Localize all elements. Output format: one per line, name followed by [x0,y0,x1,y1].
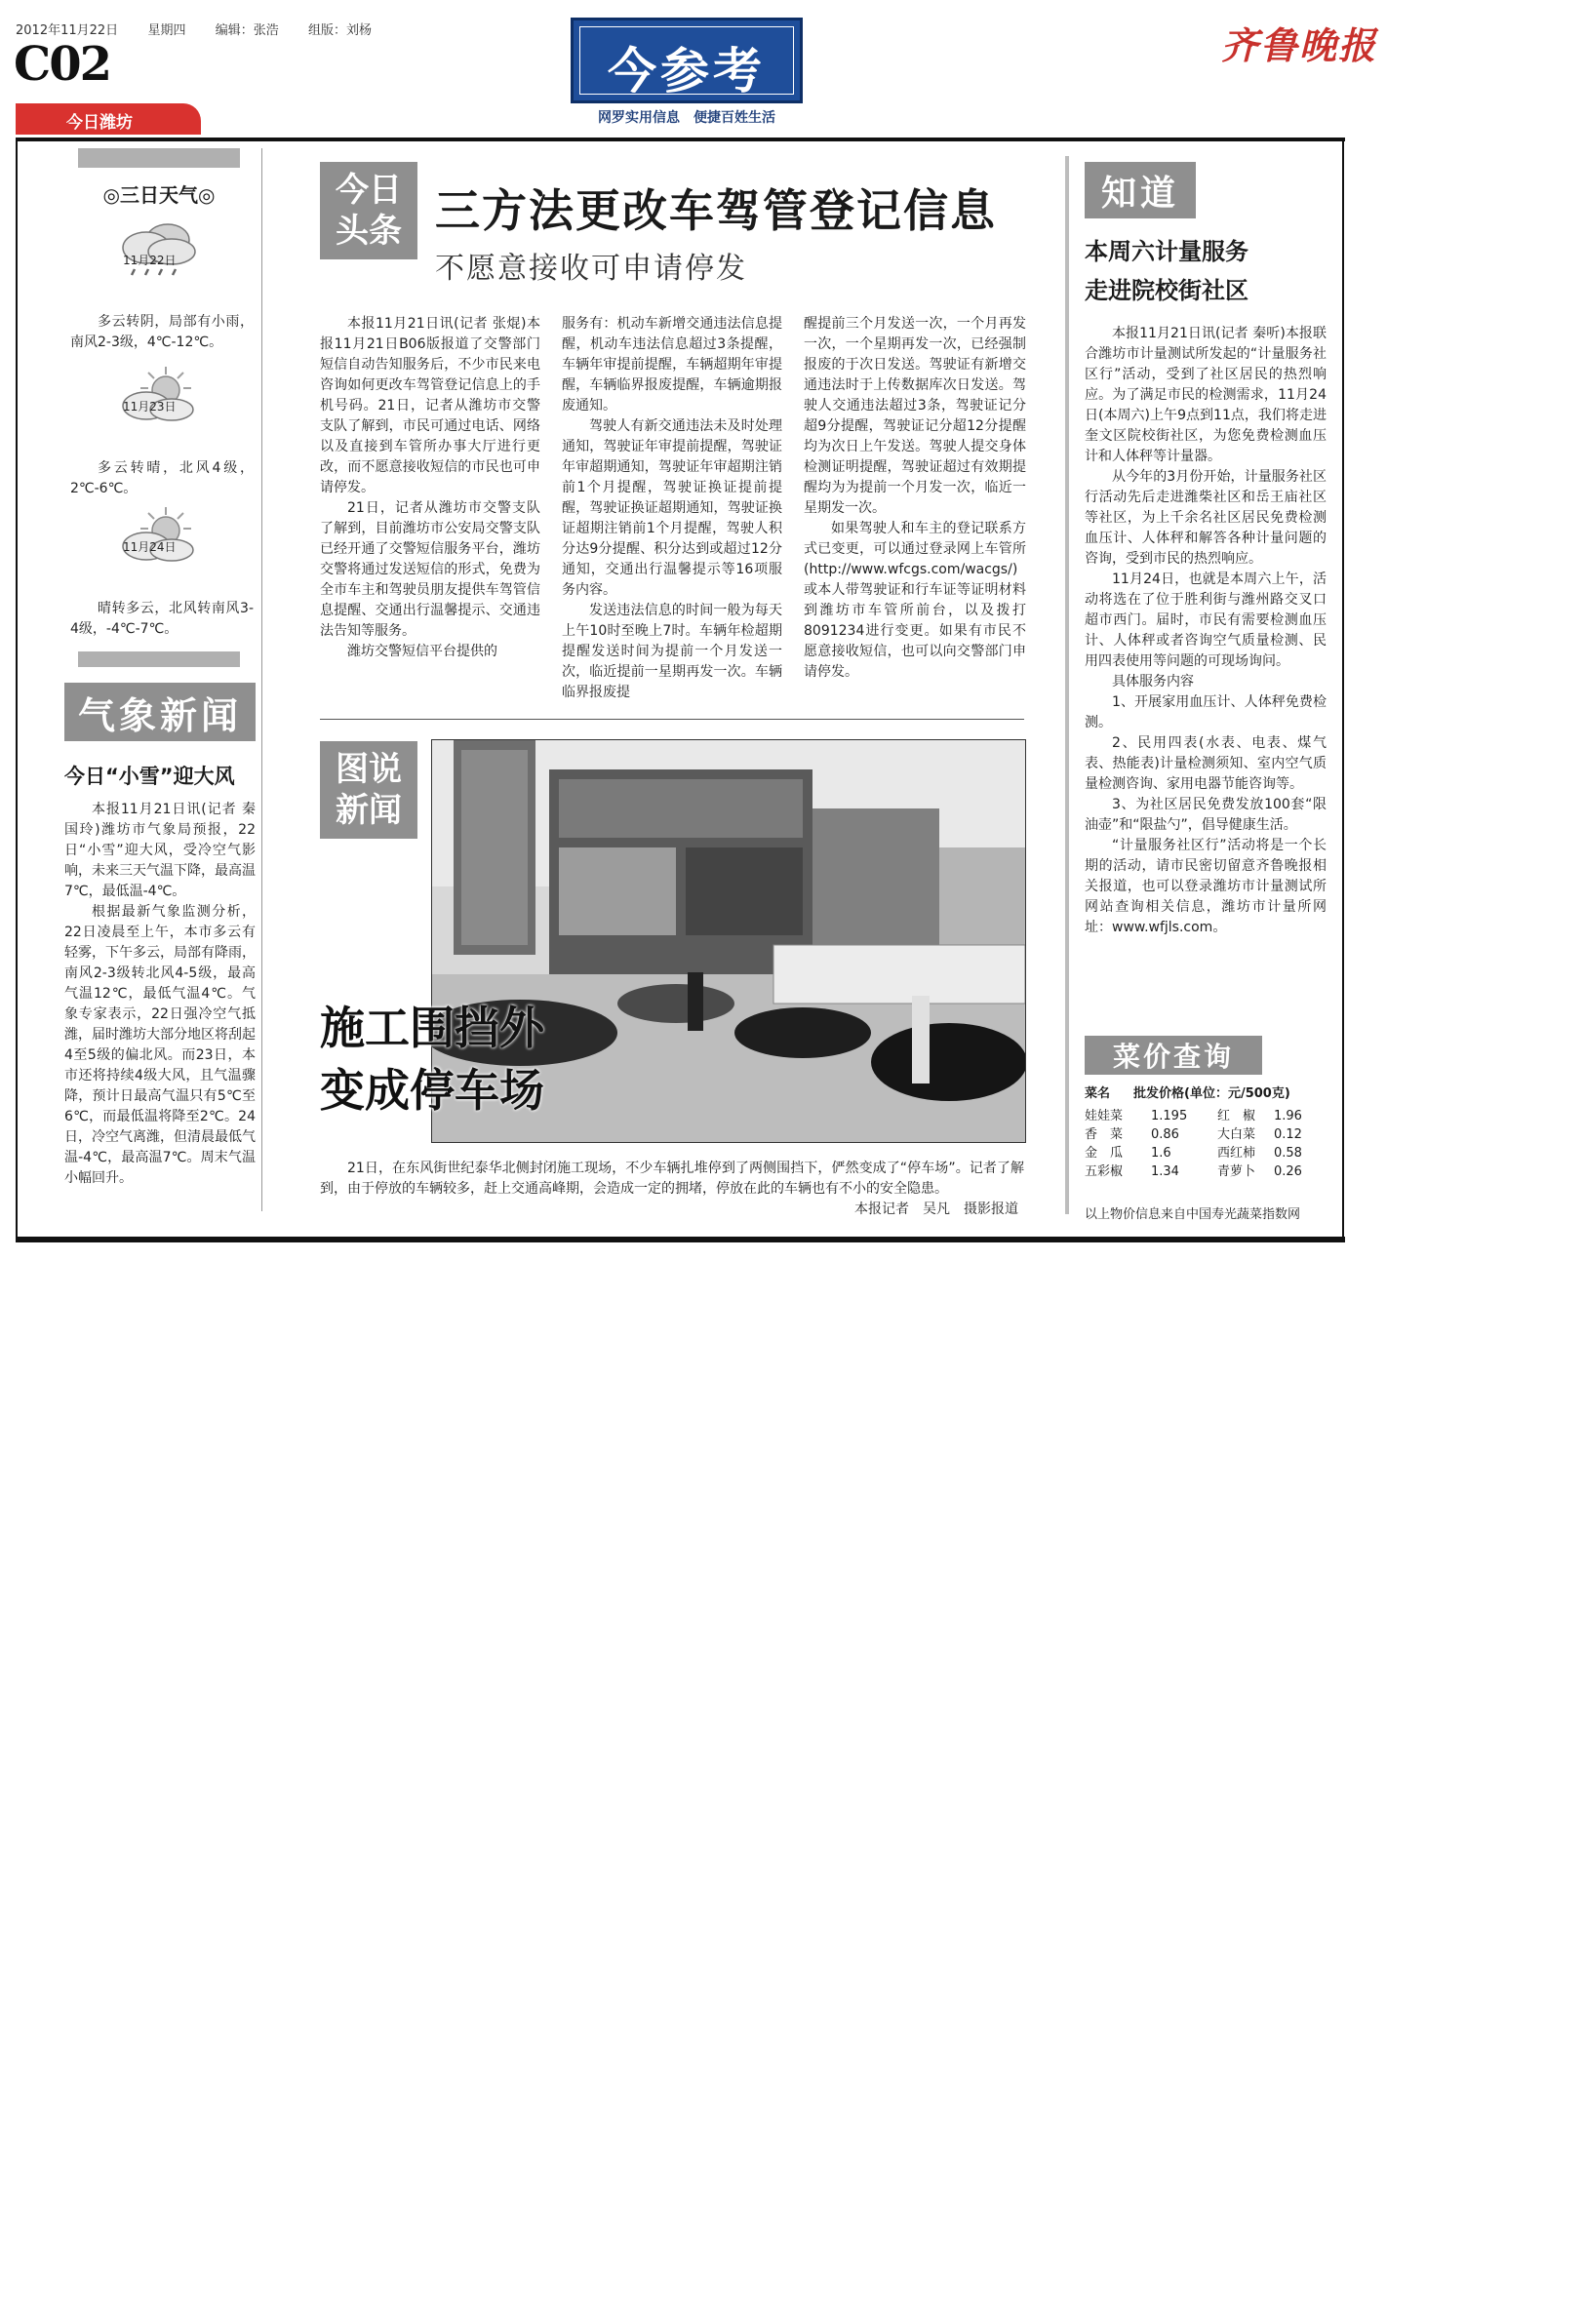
section-tab-label: 今日潍坊 [66,113,133,133]
knowledge-closing: “计量服务社区行”活动将是一个长期的活动，请市民密切留意齐鲁晚报相关报道，也可以登录潍坊市计量测试所网站查询相关信息，潍坊市计量所网址：www.wfjls.com。 [1085,838,1327,935]
weather-day-1-date: 11月22日 [123,254,177,267]
header-layout-editor: 组版：刘杨 [308,23,373,38]
veg-price-table [1085,1084,1338,1181]
knowledge-service-item: 1、开展家用血压计、人体秤免费检测。 [1085,694,1327,730]
weather-day-2 [107,365,224,453]
knowledge-service-heading: 具体服务内容 [1112,674,1194,689]
veg-price-row [1085,1125,1338,1144]
header-weekday: 星期四 [147,23,186,38]
page-code: C02 [14,37,110,92]
veg-price-header [1085,1084,1338,1103]
weather-day-3-date: 11月24日 [123,540,177,554]
weather-day-2-text: 多云转晴，北风4级，2℃-6℃。 [70,460,254,496]
headline-label-line2: 头条 [336,212,402,251]
weather-day-1-text: 多云转阴，局部有小雨，南风2-3级，4℃-12℃。 [70,314,254,350]
photo-news-caption [320,1159,1024,1220]
headline-column-1 [320,314,540,662]
headline-paragraph: 潍坊交警短信平台提供的 [347,644,497,659]
photo-news-title-line1: 施工围挡外 [320,1002,544,1054]
veg-price: 1.96 [1274,1109,1302,1123]
header-date: 2012年11月22日 [16,23,119,38]
knowledge-label: 知道 [1085,162,1196,218]
veg-name: 香 菜 [1085,1127,1124,1142]
column-divider-right [1065,156,1069,1214]
column-slogan: 网罗实用信息 便捷百姓生活 [598,110,775,126]
veg-price-rows [1085,1107,1338,1181]
knowledge-body [1085,324,1327,938]
veg-price-row [1085,1162,1338,1181]
veg-price: 0.86 [1151,1127,1179,1142]
sun-cloud-icon [113,505,203,566]
veg-name: 西红柿 [1217,1146,1256,1161]
veg-col-name: 菜名 [1085,1086,1111,1101]
headline-paragraph: 服务有：机动车新增交通违法信息提醒，机动车违法信息超过3条提醒，车辆年审提前提醒，车辆超期年审提醒，车辆临界报废提醒，车辆逾期报废通知。 [562,316,782,414]
photo-caption-text: 21日，在东风街世纪泰华北侧封闭施工现场，不少车辆扎堆停到了两侧围挡下，俨然变成了“停车场”。记者了解到，由于停放的车辆较多，赶上交通高峰期，会造成一定的拥堵，停放在此的车辆也有不小的安全隐患。 [320,1161,1024,1197]
photo-news-title-line2: 变成停车场 [320,1064,544,1117]
veg-price: 1.34 [1151,1164,1179,1179]
photo-news-title [320,997,544,1122]
headline-paragraph: 发送违法信息的时间一般为每天上午10时至晚上7时。车辆年检超期提醒发送时间为提前一个月发送一次，临近提前一星期再发一次。车辆临界报废提 [562,603,782,700]
headline-label [320,162,417,259]
weather-news-body [64,800,256,1189]
veg-price: 0.26 [1274,1164,1302,1179]
veg-name: 青萝卜 [1217,1164,1256,1179]
photo-news-label-line1: 图说 [336,750,402,789]
veg-price-row [1085,1144,1338,1162]
weather-news-paragraph: 根据最新气象监测分析，22日凌晨至上午，本市多云有轻雾，下午多云，局部有降雨，南风2-3级转北风4-5级，最高气温12℃，最低气温4℃。气象专家表示，22日强冷空气抵潍，届时潍坊大部分地区将刮起4至5级的偏北风。而23日，本市还将持续4级大风，且气温骤降，预计日最高气温只有5℃至6℃，而最低温将降至2℃。24日，冷空气离潍，但清晨最低气温-4℃，最高温7℃。周末气温小幅回升。 [64,904,256,1186]
veg-price: 1.195 [1151,1109,1188,1123]
veg-name: 红 椒 [1217,1109,1256,1123]
veg-name: 娃娃菜 [1085,1109,1124,1123]
veg-price-row [1085,1107,1338,1125]
cloud-rain-icon [113,218,203,279]
headline-paragraph: 驾驶人有新交通违法未及时处理通知，驾驶证年审提前提醒，驾驶证年审超期通知，驾驶证年审超期注销前1个月提醒，驾驶证换证提前提醒，驾驶证换证超期通知，驾驶证换证超期注销前1个月提醒，驾驶人积分达9分提醒、积分达到或超过12分通知，交通出行温馨提示等16项服务内容。 [562,418,782,598]
knowledge-paragraph: 11月24日，也就是本周六上午，活动将选在了位于胜利街与潍州路交叉口超市西门。届时，市民有需要检测血压计、人体秤或者咨询空气质量检测、民用四表使用等问题的可现场询问。 [1085,571,1327,669]
weather-top-bar [78,148,240,168]
knowledge-title-line1: 本周六计量服务 [1085,238,1248,265]
right-frame-rule [1342,138,1344,1241]
headline-column-2 [562,314,782,703]
header-date-line [16,20,372,38]
veg-name: 五彩椒 [1085,1164,1124,1179]
knowledge-title-line2: 走进院校街社区 [1085,277,1248,304]
weather-news-paragraph: 本报11月21日讯(记者 秦国玲)潍坊市气象局预报，22日“小雪”迎大风，受冷空气影响，未来三天气温下降，最高温7℃，最低温-4℃。 [64,802,256,899]
headline-paragraph: 醒提前三个月发送一次，一个月再发一次，一个星期再发一次，已经强制报废的于次日发送。驾驶证有新增交通违法时于上传数据库次日发送。驾驶人交通违法超过3条，驾驶证记分超9分提醒，驾驶证记分超12分提醒均为次日上午发送。驾驶人提交身体检测证明提醒，驾驶证超过有效期提醒均为为提前一个月发一次，临近一星期发一次。 [804,316,1026,516]
headline-paragraph: 21日，记者从潍坊市交警支队了解到，目前潍坊市公安局交警支队已经开通了交警短信服务平台，潍坊交警将通过发送短信的形式，免费为全市车主和驾驶员朋友提供车驾管信息提醒、交通出行温馨提示、交通违法告知等服务。 [320,500,540,639]
knowledge-paragraph: 从今年的3月份开始，计量服务社区行活动先后走进潍柴社区和岳王庙社区等社区，为上千余名社区居民免费检测血压计、人体秤和解答各种计量问题的咨询，受到市民的热烈响应。 [1085,469,1327,567]
weather-day-2-date: 11月23日 [123,400,177,414]
photo-news-label-line2: 新闻 [336,791,402,830]
weather-day-3-text: 晴转多云，北风转南风3-4级，-4℃-7℃。 [70,601,254,637]
top-rule [16,138,1345,141]
veg-price: 0.12 [1274,1127,1302,1142]
bottom-rule [16,1237,1345,1242]
knowledge-title [1085,232,1248,310]
veg-price: 1.6 [1151,1146,1171,1161]
knowledge-service-item: 2、民用四表(水表、电表、煤气表、热能表)计量检测须知、室内空气质量检测咨询、家用电器节能咨询等。 [1085,735,1327,792]
weather-news-label: 气象新闻 [64,683,256,741]
veg-name: 金 瓜 [1085,1146,1124,1161]
knowledge-paragraph: 本报11月21日讯(记者 秦听)本报联合潍坊市计量测试所发起的“计量服务社区行”活动，受到了社区居民的热烈响应。为了满足市民的检测需求，11月24日(本周六)上午9点到11点，我们将走进奎文区院校街社区，为您免费检测血压计和人体秤等计量器。 [1085,326,1327,464]
column-divider-left [261,148,262,1211]
veg-col-price: 批发价格(单位：元/500克) [1133,1086,1290,1101]
section-tab [16,103,201,135]
headline-paragraph: 本报11月21日讯(记者 张焜)本报11月21日B06版报道了交警部门短信自动告知服务后，不少市民来电咨询如何更改车驾管登记信息上的手机号码。21日，记者从潍坊市交警支队了解到，市民可通过电话、网络以及直接到车管所办事大厅进行更改，而不愿意接收短信的市民也可申请停发。 [320,316,540,495]
photo-credit: 本报记者 吴凡 摄影报道 [854,1201,1018,1217]
paper-logo: 齐鲁晚报 [1221,23,1378,67]
header-editor: 编辑：张浩 [215,23,279,38]
column-title: 今参考 [608,42,766,99]
column-title-box [571,18,803,103]
weather-day-3 [107,505,224,593]
knowledge-service-item: 3、为社区居民免费发放100套“限油壶”和“限盐勺”，倡导健康生活。 [1085,797,1327,833]
headline-column-3 [804,314,1026,683]
photo-news-label [320,741,417,839]
sun-cloud-icon [113,365,203,425]
article-separator [320,719,1024,720]
left-rule [16,138,18,1241]
veg-source-note: 以上物价信息来自中国寿光蔬菜指数网 [1085,1207,1301,1222]
weather-news-title: 今日“小雪”迎大风 [64,765,235,788]
veg-price-label: 菜价查询 [1085,1036,1262,1075]
veg-name: 大白菜 [1217,1127,1256,1142]
headline-title: 三方法更改车驾管登记信息 [435,184,997,237]
headline-paragraph: 如果驾驶人和车主的登记联系方式已变更，可以通过登录网上车管所(http://www.wfcgs.com/wacgs/)或本人带驾驶证和行车证等证明材料到潍坊市车管所前台，以及拨打8091234进行变更。如果有市民不愿意接收短信，也可以向交警部门申请停发。 [804,521,1026,680]
weather-heading: ◎三日天气◎ [102,183,216,207]
weather-bottom-bar [78,651,240,667]
headline-label-line1: 今日 [336,171,402,210]
headline-subtitle: 不愿意接收可申请停发 [435,252,747,286]
veg-price: 0.58 [1274,1146,1302,1161]
